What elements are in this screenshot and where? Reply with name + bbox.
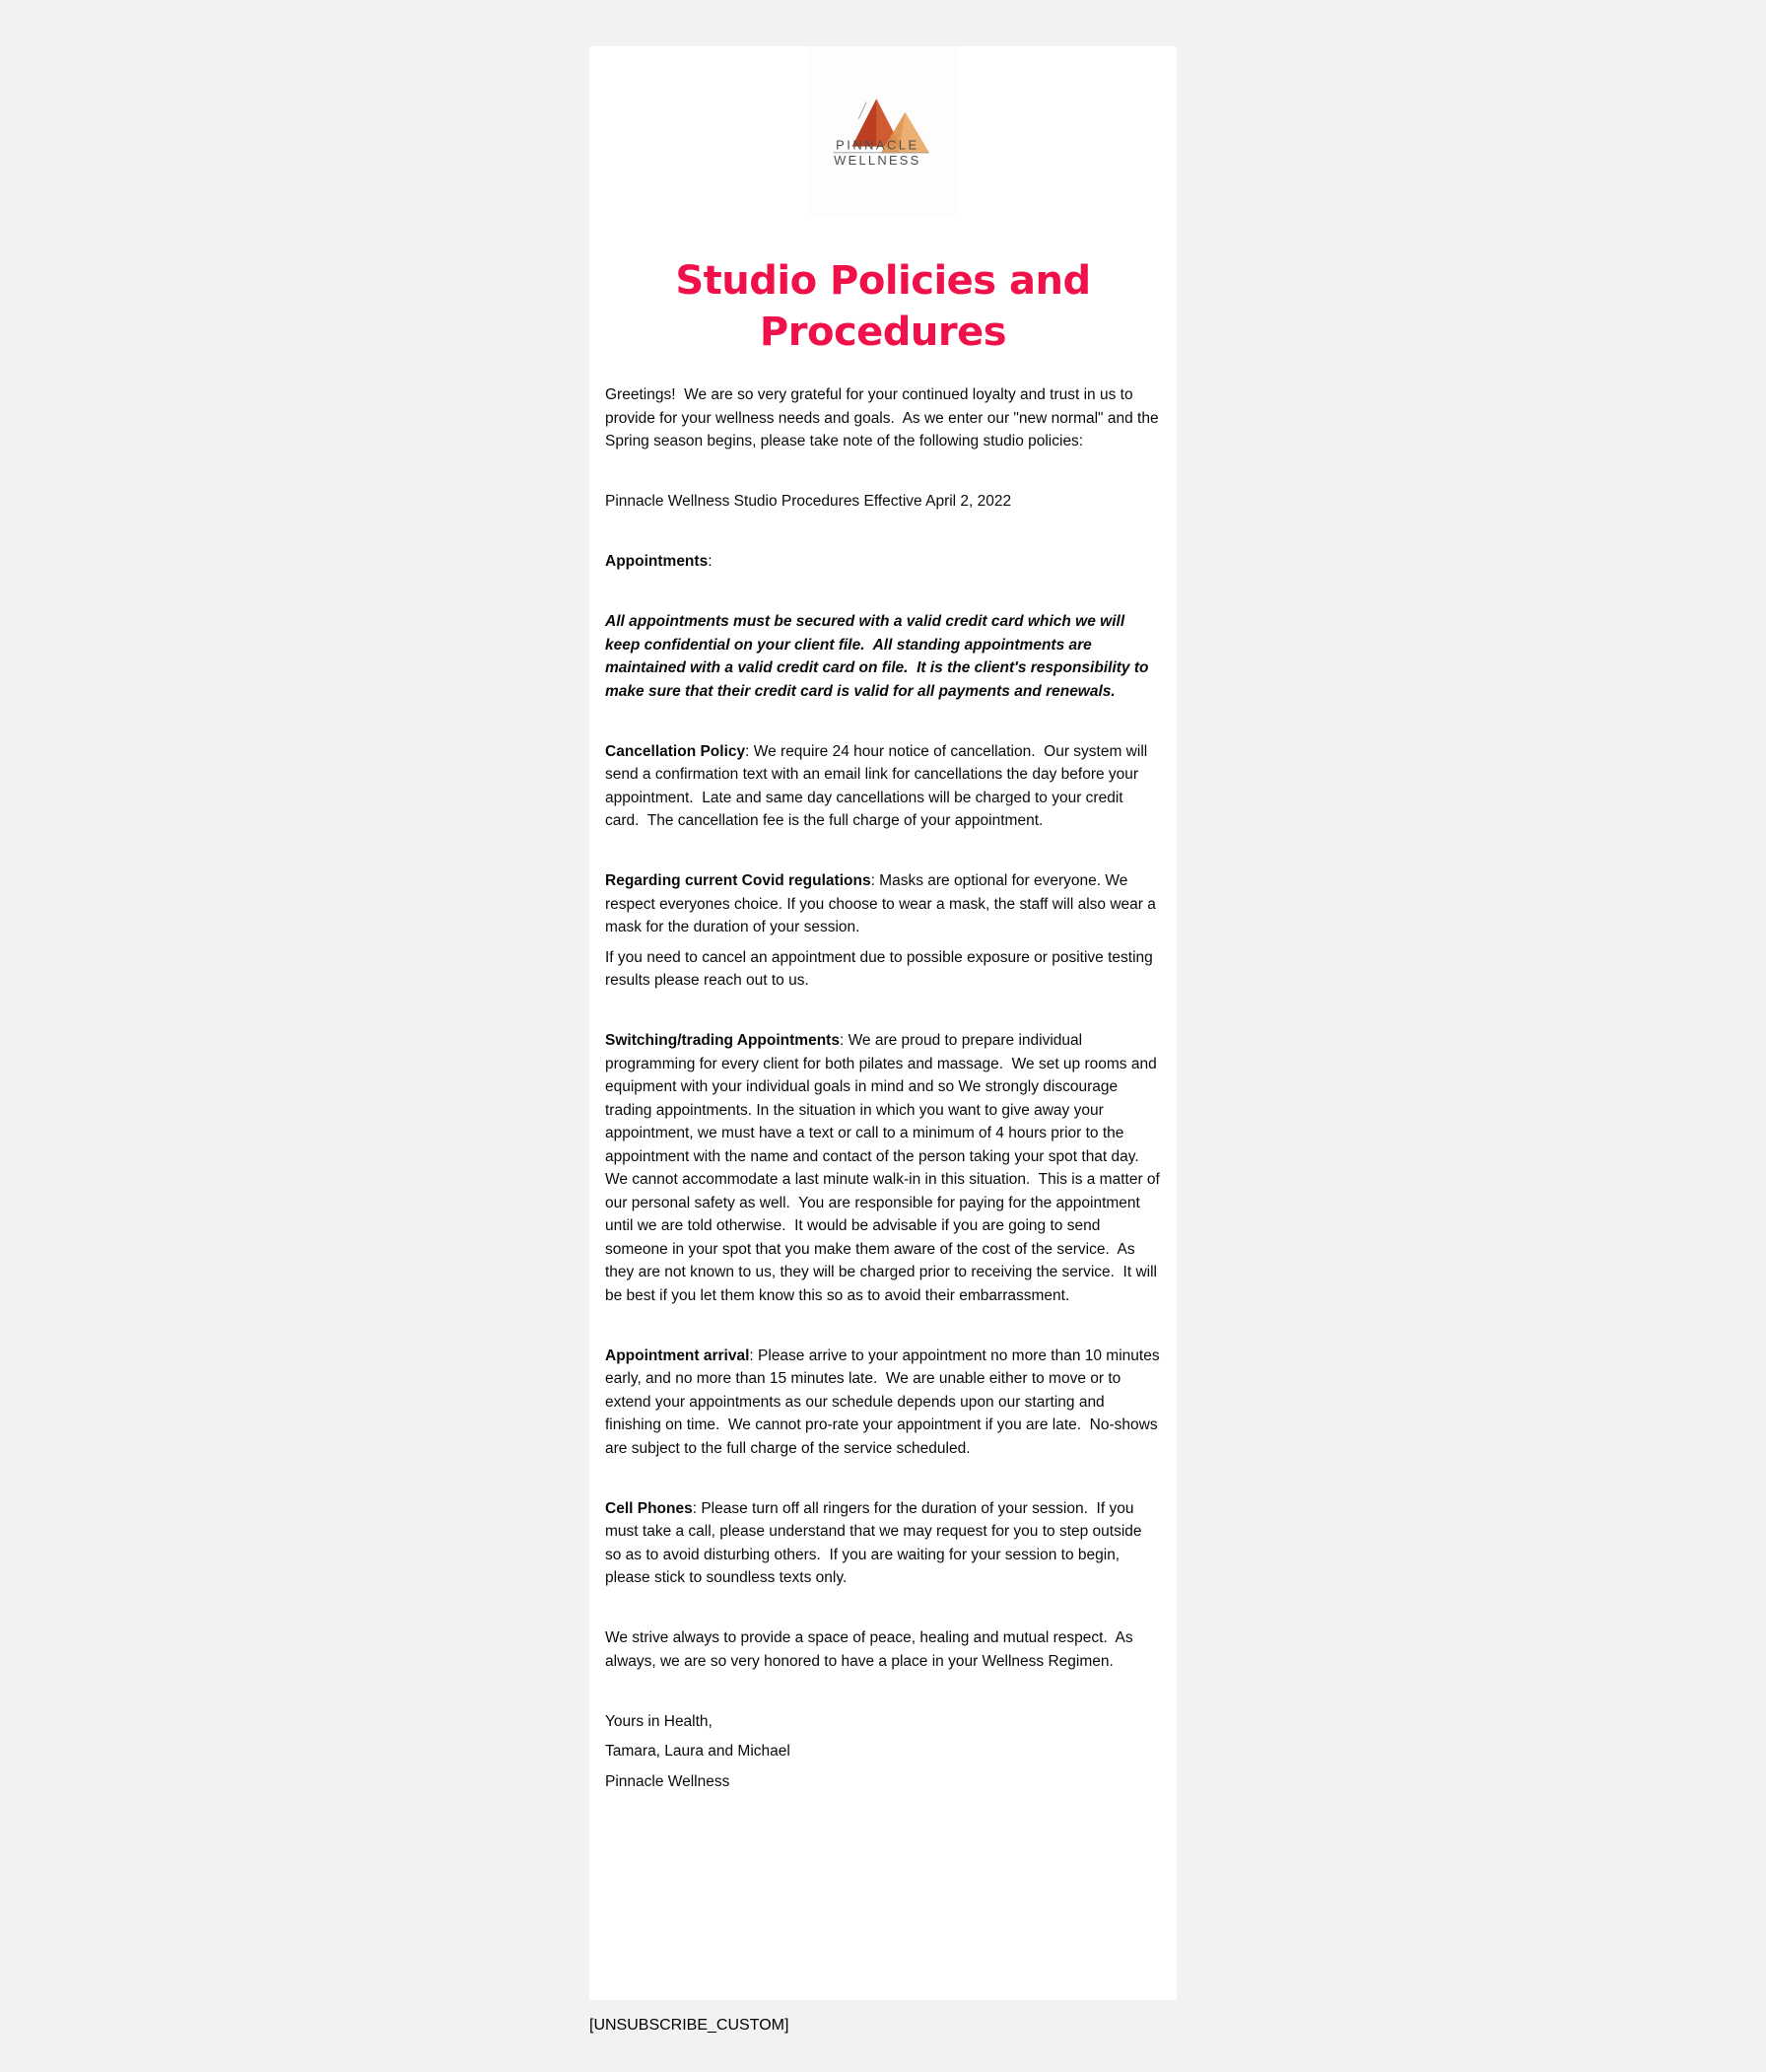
page-title: Studio Policies and Procedures	[675, 258, 1091, 355]
logo-text-wellness: WELLNESS	[834, 153, 921, 168]
policy-lead: Appointment arrival	[605, 1347, 750, 1364]
logo-accent-line	[858, 103, 866, 119]
policy-paragraph: Switching/trading Appointments: We are proud to prepare individual programming for every client for both pilates and massage. We set up rooms and equipment with your individual goals in mind and so We strongly discourage trading appointments. In the situation in which you want to give away your appointment, we must have a text or call to a minimum of 4 hours prior to the appointment with the name and contact of the person taking your spot that day. We cannot accommodate a last minute walk-in in this situation. This is a matter of our personal safety as well. You are responsible for paying for the appointment until we are told otherwise. It would be advisable if you are going to send someone in your spot that you make them aware of the cost of the service. As they are not known to us, they will be charged prior to receiving the service. It will be best if you let them know this so as to avoid their embarrassment.	[605, 1032, 1165, 1304]
credit-card-policy-paragraph: All appointments must be secured with a valid credit card which we will keep confidential on your client file. All standing appointments are maintained with a valid credit card on file. It is the client's responsibility to make sure that their credit card is valid for all payments and renewals.	[605, 613, 1153, 700]
logo-text-pinnacle: PINNACLE	[836, 137, 919, 153]
body-paragraph: Tamara, Laura and Michael	[605, 1743, 790, 1760]
body-paragraph: We strive always to provide a space of peace, healing and mutual respect. As always, we are so very honored to have a place in your Wellness Regimen.	[605, 1629, 1137, 1670]
body-paragraph: Yours in Health,	[605, 1712, 713, 1730]
pinnacle-wellness-logo	[832, 97, 934, 168]
spacer	[605, 520, 1161, 544]
policy-paragraph: Cell Phones: Please turn off all ringers for the duration of your session. If you must take a call, please understand that we may request for you to step outside so as to avoid disturbing others. If you are waiting for your session to begin, please stick to soundless texts only.	[605, 1499, 1146, 1586]
policy-paragraph: Appointment arrival: Please arrive to your appointment no more than 10 minutes early, and no more than 15 minutes late. We are unable either to move or to extend your appointments as our schedule depends upon our starting and finishing on time. We cannot pro-rate your appointment if you are late. No-shows are subject to the full charge of the service scheduled.	[605, 1347, 1164, 1457]
policy-lead: Cell Phones	[605, 1499, 693, 1517]
spacer	[605, 581, 1161, 604]
email-card	[589, 46, 1177, 2000]
policy-lead: Cancellation Policy	[605, 742, 746, 760]
spacer	[605, 1314, 1161, 1338]
spacer	[605, 460, 1161, 484]
logo-image	[808, 46, 958, 218]
policy-paragraph: Cancellation Policy: We require 24 hour notice of cancellation. Our system will send a confirmation text with an email link for cancellations the day before your appointment. Late and same day cancellations will be charged to your credit card. The cancellation fee is the full charge of your appointment.	[605, 742, 1152, 829]
spacer	[605, 710, 1161, 733]
spacer	[605, 1680, 1161, 1703]
spacer	[605, 1000, 1161, 1023]
unsubscribe-placeholder: [UNSUBSCRIBE_CUSTOM]	[589, 2017, 789, 2034]
body-paragraph: Pinnacle Wellness	[605, 1772, 730, 1790]
email-body	[605, 383, 1165, 1793]
policy-lead: Switching/trading Appointments	[605, 1032, 840, 1049]
policy-paragraph: Appointments:	[605, 553, 713, 570]
body-paragraph: Pinnacle Wellness Studio Procedures Effective April 2, 2022	[605, 493, 1012, 510]
policy-lead: Regarding current Covid regulations	[605, 872, 871, 889]
policy-paragraph: Regarding current Covid regulations: Masks are optional for everyone. We respect everyones choice. If you choose to wear a mask, the staff will also wear a mask for the duration of your session.	[605, 872, 1161, 935]
policy-lead: Appointments	[605, 553, 709, 570]
body-paragraph: Greetings! We are so very grateful for your continued loyalty and trust in us to provide for your wellness needs and goals. As we enter our "new normal" and the Spring season begins, please take note of the following studio policies:	[605, 386, 1163, 449]
spacer	[605, 1467, 1161, 1490]
body-paragraph: If you need to cancel an appointment due to possible exposure or positive testing results please reach out to us.	[605, 948, 1158, 989]
spacer	[605, 1597, 1161, 1621]
spacer	[605, 840, 1161, 863]
